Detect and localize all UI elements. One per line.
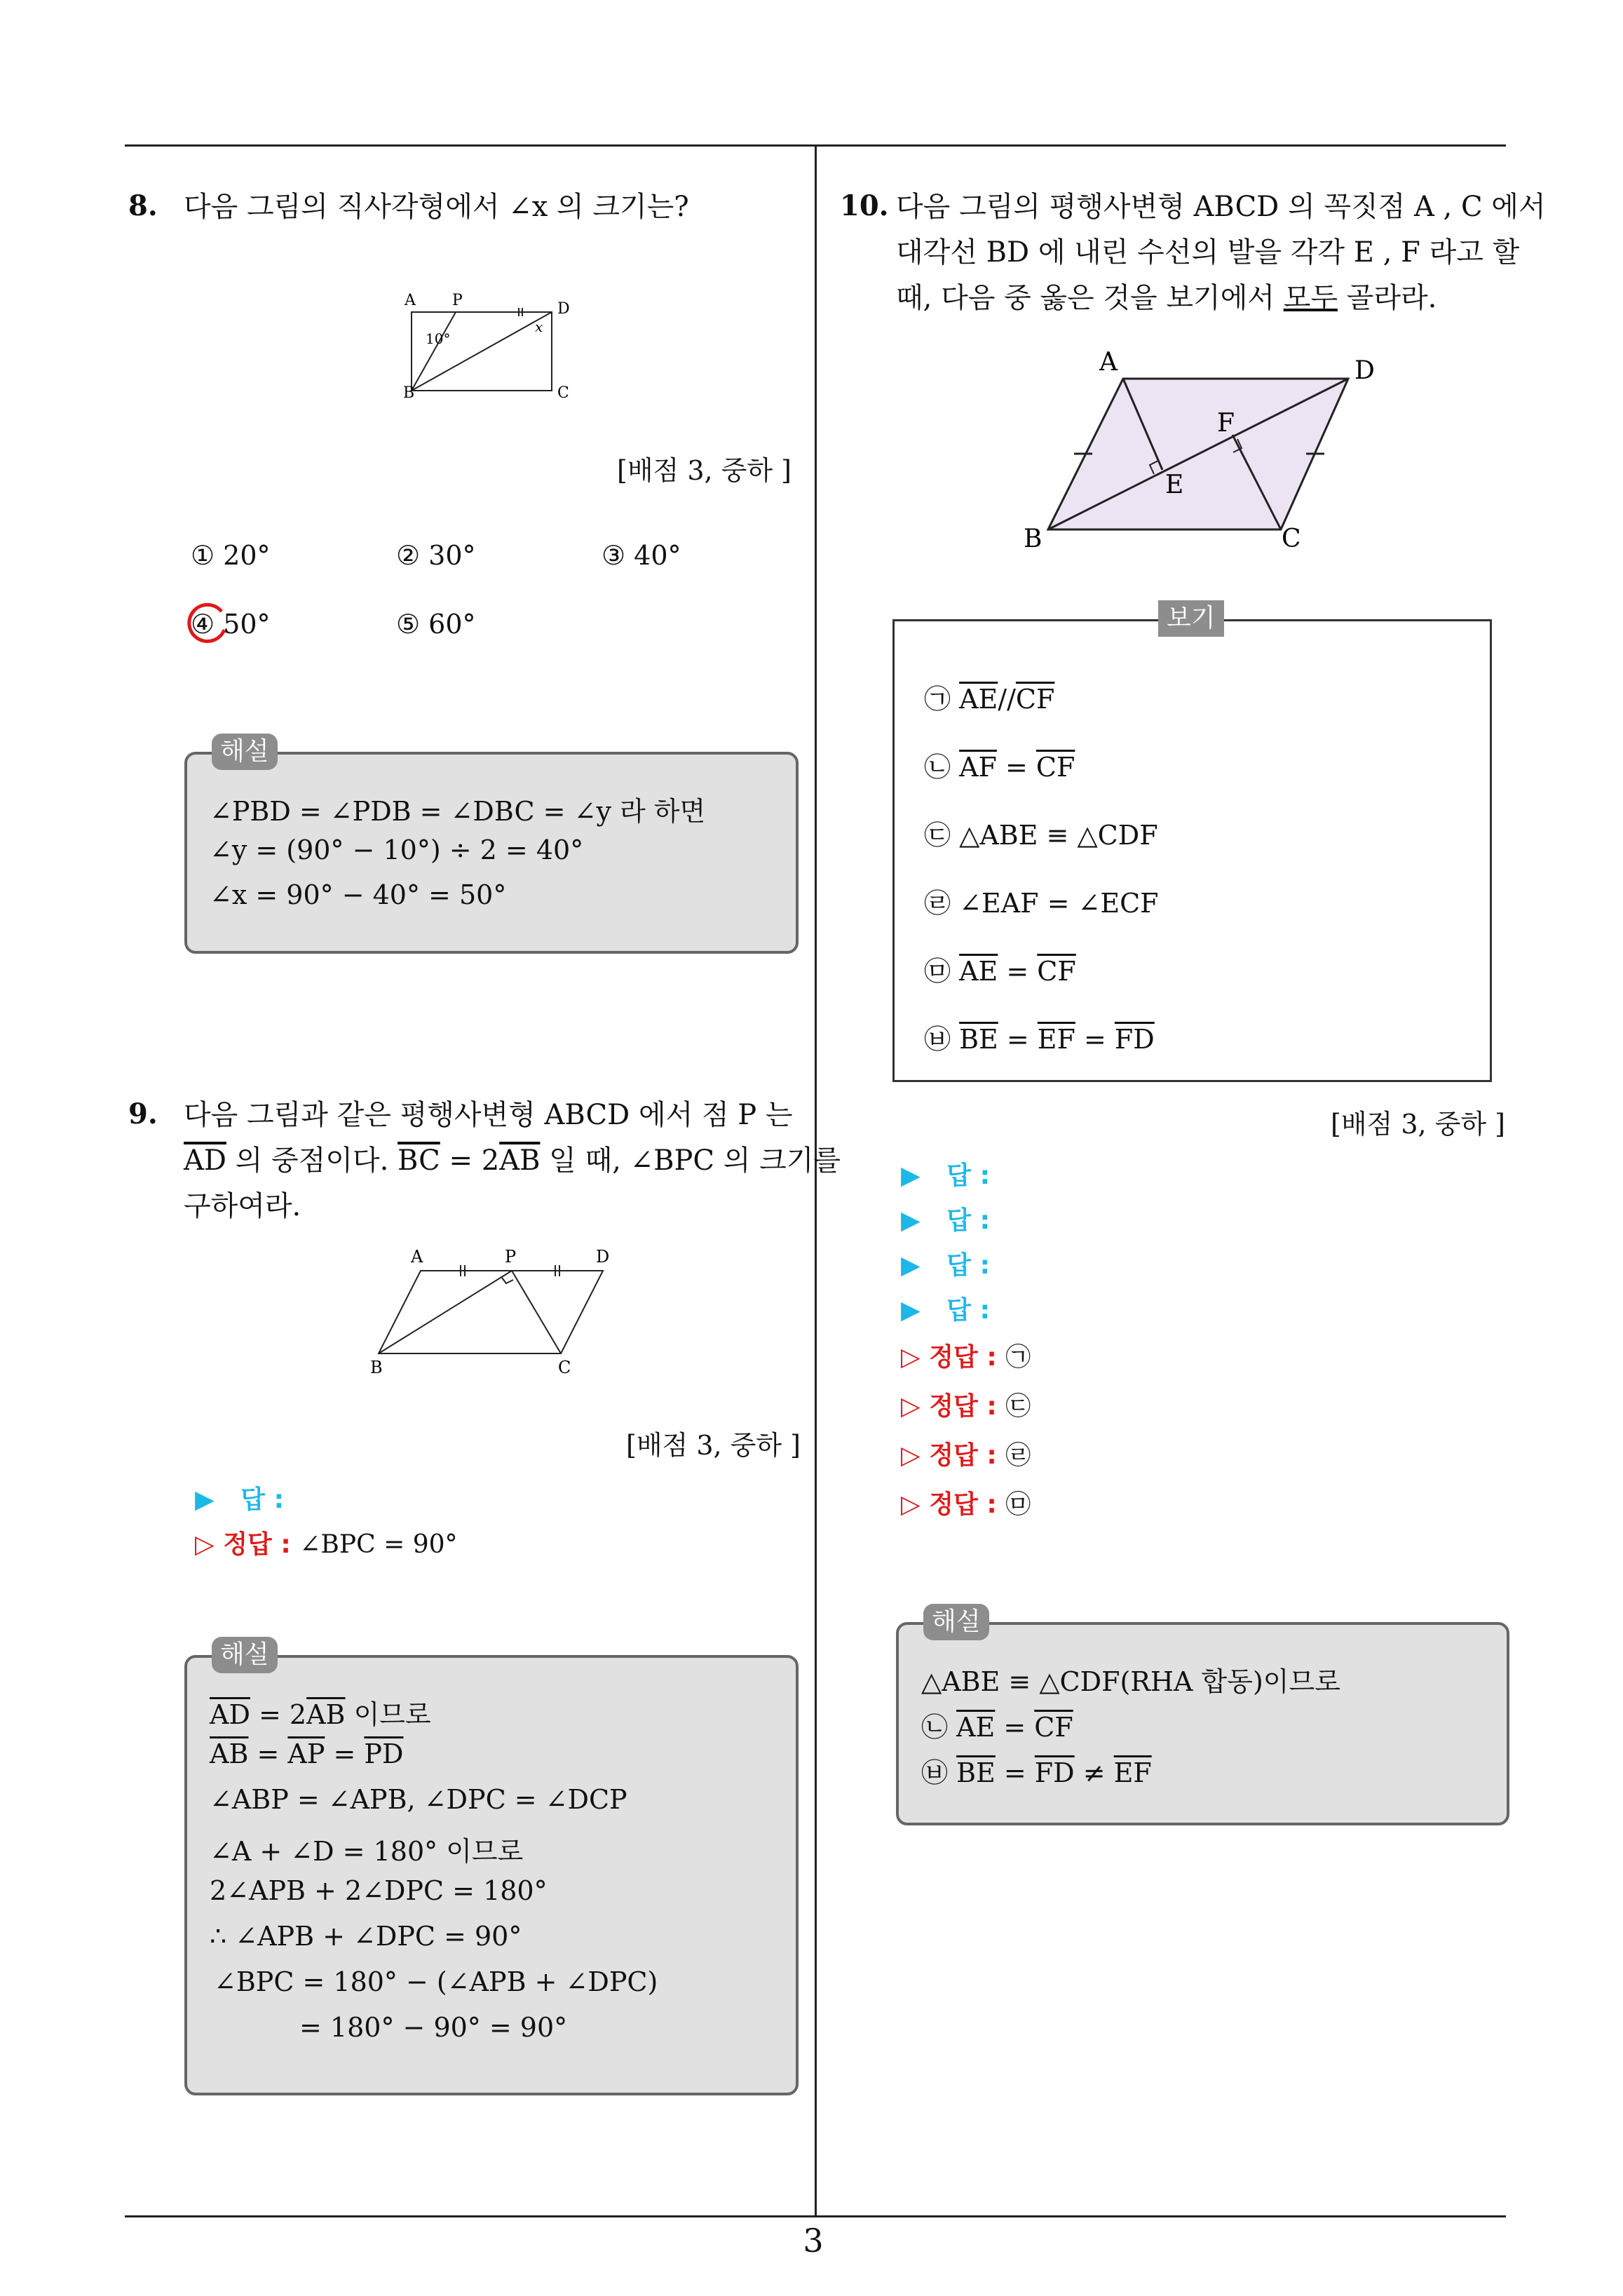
q10-parallelogram-figure: [1017, 347, 1409, 561]
q8-explanation-line-3: ∠x = 90° − 40° = 50°: [210, 879, 507, 910]
q10-bogi-item-3: ㉢ △ABE ≡ △CDF: [924, 820, 1158, 851]
q8-question-text: 다음 그림의 직사각형에서 ∠x 의 크기는?: [184, 191, 689, 223]
q9-explanation-line-3: ∠ABP = ∠APB, ∠DPC = ∠DCP: [210, 1784, 627, 1815]
q10-correct-answer-row-2: ▷ 정답 : ㉢: [901, 1392, 1031, 1421]
q10-score: [배점 3, 중하 ]: [1331, 1109, 1505, 1140]
q10-question-line-2: 대각선 BD 에 내린 수선의 발을 각각 E , F 라고 할: [896, 236, 1520, 269]
bottom-rule: [125, 2215, 1506, 2217]
q8-label-a: A: [405, 292, 416, 309]
q10-correct-answer-row-3: ▷ 정답 : ㉣: [901, 1441, 1031, 1470]
q9-explanation-line-7: ∠BPC = 180° − (∠APB + ∠DPC): [214, 1966, 658, 1997]
q10-label-f: F: [1217, 409, 1235, 438]
q10-explanation-line-3: ㉥ $\overline{BE} = \overline{FD} \ne \overline{EF}$: [921, 1757, 1152, 1788]
q10-answer-row-4[interactable]: ▶ 답 :: [901, 1296, 991, 1325]
q9-explanation-line-2: $\overline{AB} = \overline{AP} = \overline{PD}$: [210, 1738, 404, 1769]
q10-label-b: B: [1024, 525, 1043, 553]
q10-answer-row-3[interactable]: ▶ 답 :: [901, 1251, 991, 1280]
q8-number: 8.: [128, 189, 158, 222]
q9-score: [배점 3, 중하 ]: [626, 1430, 801, 1461]
q9-question-line-3: 구하여라.: [184, 1190, 301, 1222]
q10-correct-answer-row-4: ▷ 정답 : ㉤: [901, 1490, 1031, 1519]
q9-explanation-line-1: $\overline{AD} = 2\overline{AB}$ 이므로: [210, 1699, 431, 1730]
q8-label-d: D: [557, 300, 570, 318]
q10-bogi-item-5: ㉤ $\overline{AE} = \overline{CF}$: [924, 956, 1076, 987]
q8-score: [배점 3, 중하 ]: [617, 455, 792, 486]
q10-bogi-item-2: ㉡ $\overline{AF} = \overline{CF}$: [924, 752, 1075, 783]
q8-selected-choice-circle: [181, 599, 231, 649]
q8-label-c: C: [557, 384, 569, 402]
q10-label-c: C: [1282, 525, 1301, 553]
q8-explanation-line-1: ∠PBD = ∠PDB = ∠DBC = ∠y 라 하면: [210, 796, 706, 827]
q9-question-line-2: $\overline{AD}$ 의 중점이다. $\overline{BC} = 2\overline{AB}$ 일 때, ∠BPC 의 크기를: [184, 1144, 841, 1177]
q10-bogi-item-4: ㉣ ∠EAF = ∠ECF: [924, 888, 1159, 919]
page-number: 3: [803, 2222, 824, 2260]
q9-label-b: B: [370, 1358, 383, 1377]
q9-label-a: A: [411, 1247, 423, 1267]
q8-label-x: x: [535, 318, 543, 335]
q9-label-p: P: [505, 1247, 517, 1267]
q10-bogi-tag: 보기: [1158, 600, 1224, 637]
q8-rectangle-figure: [403, 284, 585, 410]
q10-question-line-1: 다음 그림의 평행사변형 ABCD 의 꼭짓점 A , C 에서: [896, 191, 1546, 223]
q10-bogi-item-1: ㉠ $\overline{AE}//\overline{CF}$: [924, 684, 1055, 715]
q8-choice-3[interactable]: ③ 40°: [602, 540, 681, 571]
q8-choice-4[interactable]: ④ 50°: [191, 609, 271, 640]
q8-label-p: P: [452, 292, 463, 309]
q9-explanation-line-6: ∴ ∠APB + ∠DPC = 90°: [210, 1921, 522, 1952]
q10-label-e: E: [1165, 471, 1184, 499]
q9-explanation-box: [184, 1655, 799, 2095]
q10-answer-row-1[interactable]: ▶ 답 :: [901, 1161, 991, 1190]
q10-answer-row-2[interactable]: ▶ 답 :: [901, 1206, 991, 1235]
q10-label-a: A: [1099, 348, 1118, 377]
q10-label-d: D: [1354, 356, 1375, 385]
q8-choice-1[interactable]: ① 20°: [191, 540, 271, 571]
q9-label-c: C: [558, 1358, 571, 1377]
q9-parallelogram-figure: [365, 1241, 631, 1382]
q9-label-d: D: [596, 1247, 610, 1267]
q8-label-b: B: [403, 384, 415, 402]
q9-explanation-line-4: ∠A + ∠D = 180° 이므로: [210, 1836, 524, 1867]
q10-explanation-tag: 해설: [923, 1604, 989, 1640]
q8-choice-5[interactable]: ⑤ 60°: [396, 609, 476, 640]
q10-explanation-line-2: ㉡ $\overline{AE} = \overline{CF}$: [921, 1712, 1073, 1743]
q10-explanation-line-1: △ABE ≡ △CDF(RHA 합동)이므로: [921, 1666, 1340, 1697]
q9-correct-answer-row: ▷ 정답 : ∠BPC = 90°: [195, 1530, 458, 1559]
q9-number: 9.: [128, 1098, 158, 1130]
q10-question-line-3: 때, 다음 중 옳은 것을 보기에서 모두 골라라.: [896, 282, 1437, 314]
q9-explanation-tag: 해설: [212, 1637, 278, 1673]
q10-bogi-item-6: ㉥ $\overline{BE} = \overline{EF} = \overline{FD}$: [924, 1024, 1155, 1055]
q8-explanation-tag: 해설: [212, 734, 278, 770]
q10-explanation-box: [896, 1622, 1509, 1825]
q10-number: 10.: [840, 189, 889, 222]
q9-answer-row[interactable]: ▶ 답 :: [195, 1485, 285, 1514]
q9-explanation-line-8: = 180° − 90° = 90°: [299, 2012, 568, 2043]
q8-choice-2[interactable]: ② 30°: [396, 540, 476, 571]
q9-explanation-line-5: 2∠APB + 2∠DPC = 180°: [210, 1875, 548, 1906]
q8-label-angle: 10°: [426, 330, 451, 347]
q10-correct-answer-row-1: ▷ 정답 : ㉠: [901, 1343, 1031, 1372]
q8-explanation-line-2: ∠y = (90° − 10°) ÷ 2 = 40°: [210, 835, 584, 865]
q9-question-line-1: 다음 그림과 같은 평행사변형 ABCD 에서 점 P 는: [184, 1099, 793, 1131]
q8-explanation-box: [184, 752, 799, 954]
q10-bogi-box: [892, 619, 1492, 1082]
